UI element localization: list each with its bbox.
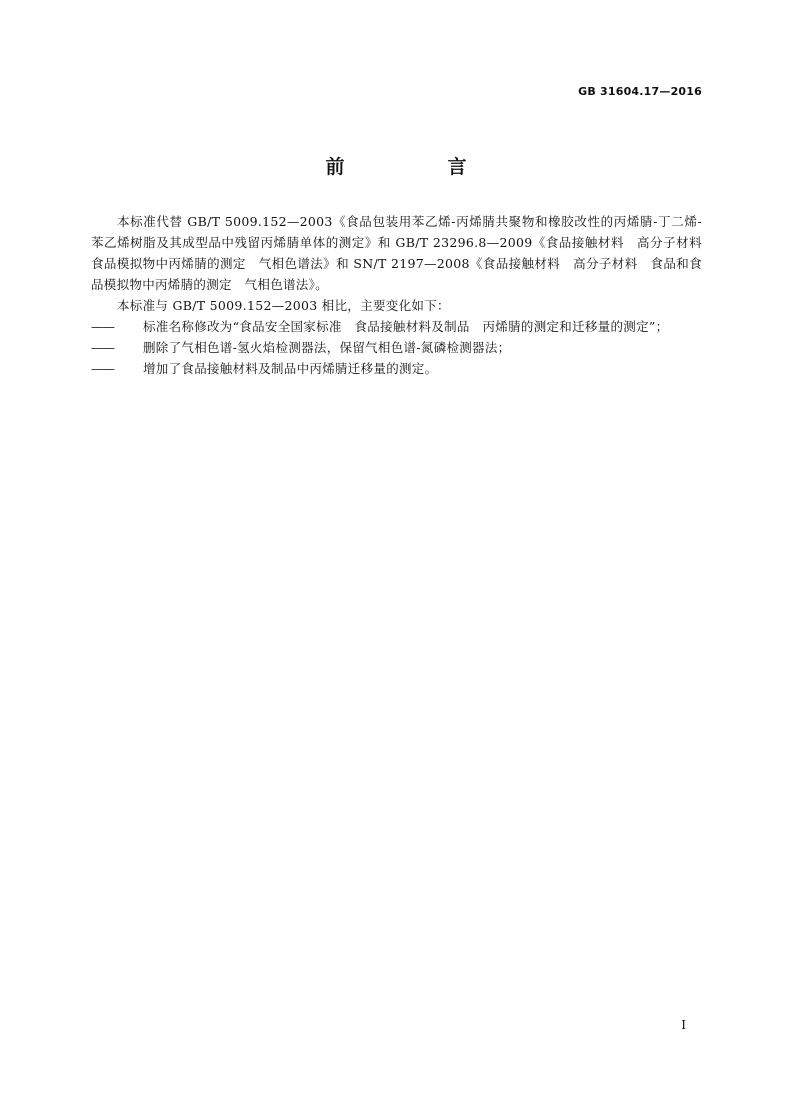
standard-code: GB 31604.17—2016 xyxy=(578,85,702,98)
replacement-statement: 本标准代替 GB/T 5009.152—2003《食品包装用苯乙烯-丙烯腈共聚物和橡胶改性的丙烯腈-丁二烯-苯乙烯树脂及其成型品中残留丙烯腈单体的测定》和 GB/T 23296.8—2009《食品接触材料 高分子材料 食品模拟物中丙烯腈的测定 气相色谱法》和 SN/T 2197—2008《食品接触材料 高分子材料 食品和食品模拟物中丙烯腈的测定 气相色谱法》。 xyxy=(91,214,715,292)
foreword-body xyxy=(91,211,715,379)
change-item-text: 删除了气相色谱-氢火焰检测器法，保留气相色谱-氮磷检测器法； xyxy=(143,340,511,355)
change-item xyxy=(91,316,702,337)
page-title: 前 言 xyxy=(325,156,509,178)
dash-bullet: —— xyxy=(91,340,114,355)
change-item-text: 增加了食品接触材料及制品中丙烯腈迁移量的测定。 xyxy=(143,361,438,376)
change-item xyxy=(91,337,702,358)
changes-intro: 本标准与 GB/T 5009.152—2003 相比，主要变化如下： xyxy=(117,298,450,313)
change-item-text: 标准名称修改为“食品安全国家标准 食品接触材料及制品 丙烯腈的测定和迁移量的测定”； xyxy=(143,319,669,334)
change-item xyxy=(91,358,702,379)
page-number: I xyxy=(681,1018,686,1032)
dash-bullet: —— xyxy=(91,361,114,376)
dash-bullet: —— xyxy=(91,319,114,334)
